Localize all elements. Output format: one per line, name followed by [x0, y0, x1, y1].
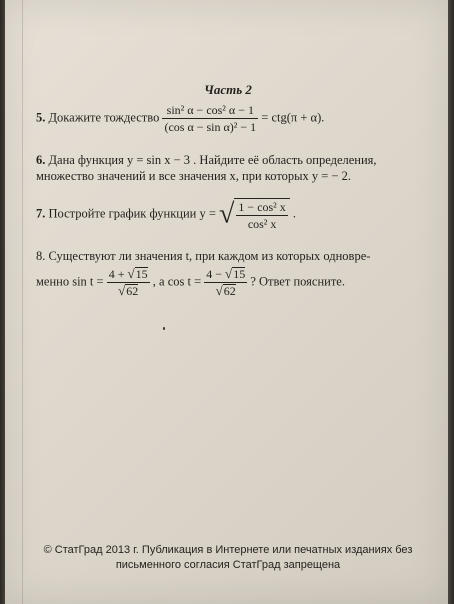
table-edge-right — [448, 0, 454, 604]
task-8-cos-lhs: cos t = — [167, 274, 202, 289]
task-6-text-1: Дана функция y = sin x − 3 . Найдите её область определения, — [48, 153, 377, 167]
task-8-sin-fraction — [107, 267, 150, 298]
task-8-cos-num-term: 4 − — [206, 267, 223, 281]
task-8-line-1 — [36, 248, 431, 264]
task-8-sin-den-root: 62 — [126, 284, 139, 298]
task-8-end: ? Ответ поясните. — [250, 274, 345, 289]
task-8-text-2: менно — [36, 274, 70, 289]
task-8-sin-num-root: 15 — [135, 267, 148, 281]
task-7-numerator: 1 − cos² x — [238, 200, 286, 214]
task-8-text-1: Существуют ли значения t, при каждом из которых одновре- — [48, 249, 371, 263]
task-6-number: 6. — [36, 153, 46, 167]
task-8-sin-num-term: 4 + — [108, 267, 125, 281]
task-8-cos-num-root: 15 — [233, 267, 246, 281]
task-5 — [36, 103, 431, 134]
task-6-line-2: множество значений и все значения x, при которых y = − 2. — [36, 169, 352, 183]
copyright-footer — [5, 543, 451, 573]
task-7-lhs: y = — [199, 206, 216, 221]
task-5-denominator: (cos α − sin α)² − 1 — [164, 120, 257, 134]
pen-mark — [163, 327, 165, 330]
radical-sign: √ — [118, 283, 126, 298]
task-8-cos-den-root: 62 — [223, 284, 236, 298]
task-8-cos-fraction — [204, 267, 247, 298]
footer-line-2: письменного согласия СтатГрад запрещена — [115, 559, 341, 571]
task-8-cos-numerator — [204, 267, 247, 283]
task-7-radical-sign: √ — [219, 198, 235, 230]
task-5-fraction — [162, 103, 258, 134]
task-5-numerator: sin² α − cos² α − 1 — [162, 103, 258, 119]
radical-sign: √ — [215, 283, 223, 298]
task-7-fraction — [236, 200, 287, 231]
task-7-text: Постройте график функции — [48, 206, 197, 221]
footer-line-1: © СтатГрад 2013 г. Публикация в Интернете или печатных изданиях без — [43, 544, 413, 556]
task-8-cos-denominator — [204, 283, 247, 298]
radical-sign: √ — [225, 266, 233, 281]
task-5-number: 5. — [36, 110, 46, 125]
task-8-line-2 — [36, 267, 431, 298]
task-7-tail: . — [292, 206, 297, 221]
task-8-number: 8. — [36, 249, 46, 263]
task-7 — [36, 198, 431, 231]
task-6-line-1 — [36, 152, 431, 168]
task-8 — [36, 248, 431, 298]
task-8-sin-numerator — [107, 267, 150, 283]
radical-sign: √ — [127, 266, 135, 281]
task-8-sin-denominator — [107, 283, 150, 298]
task-8-mid: , а — [152, 274, 165, 289]
paper-sheet — [5, 0, 451, 604]
part-title: Часть 2 — [204, 82, 252, 97]
task-7-radicand — [234, 198, 289, 231]
task-8-sin-lhs: sin t = — [72, 274, 104, 289]
task-6 — [36, 152, 431, 184]
task-5-text: Докажите тождество — [48, 110, 160, 125]
task-7-number: 7. — [36, 206, 46, 221]
task-5-rhs: = ctg(π + α). — [261, 110, 325, 125]
task-7-denominator: cos² x — [247, 217, 277, 231]
